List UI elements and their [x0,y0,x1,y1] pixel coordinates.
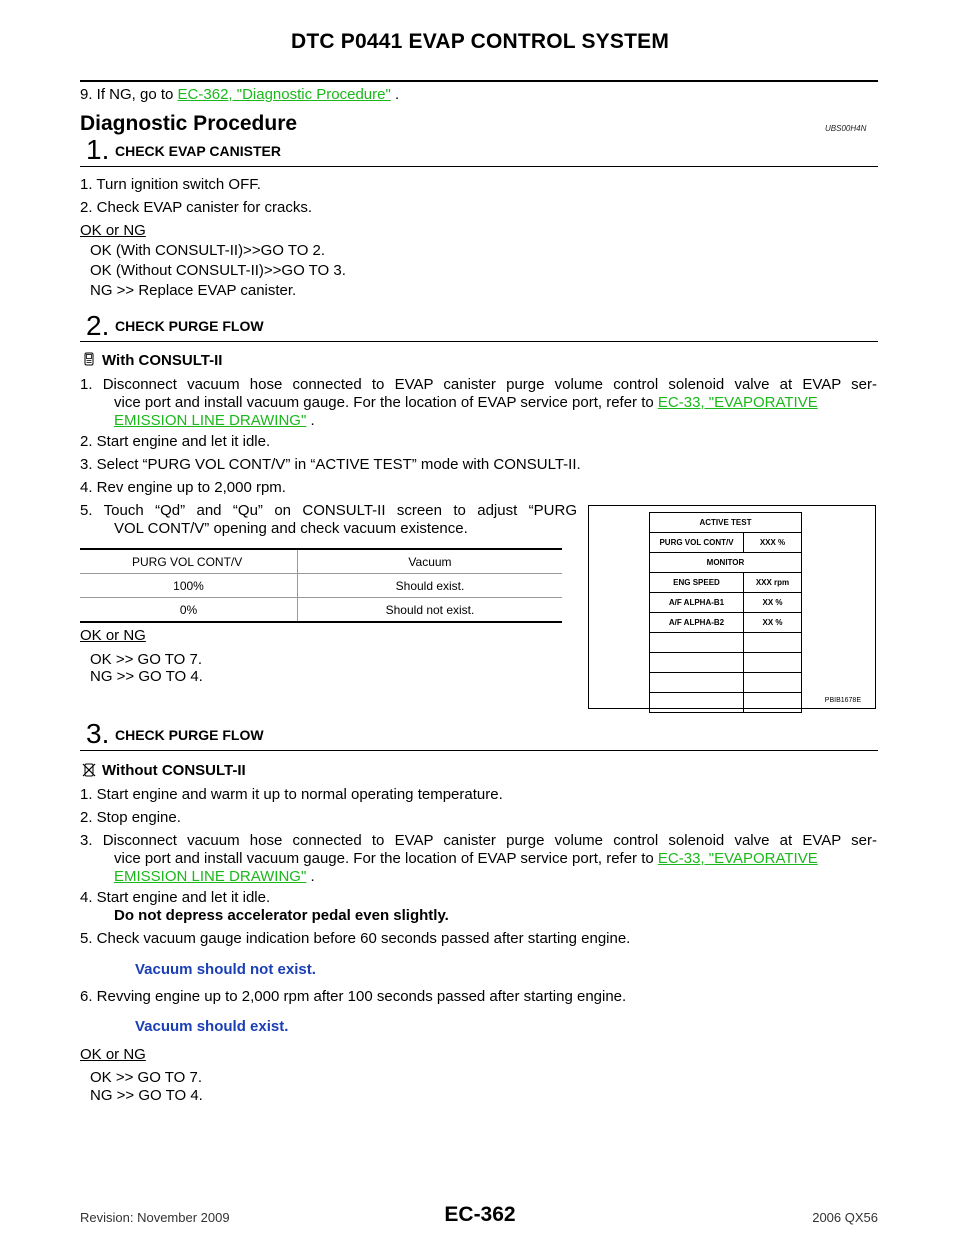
table-cell: 100% [80,574,298,598]
table-row [650,573,802,593]
step3-result-1: OK >> GO TO 7. [90,1069,202,1086]
step3-item3-line3: EMISSION LINE DRAWING" . [114,868,315,885]
table-row [650,673,802,693]
step2-ok-ng: OK or NG [80,627,146,644]
step3-spec-5: Vacuum should not exist. [135,961,316,978]
emission-line-drawing-link[interactable]: EMISSION LINE DRAWING" [114,868,307,885]
step1-item-1: 1. Turn ignition switch OFF. [80,176,261,193]
table-header-cell: Vacuum [298,549,563,574]
table-row [80,549,562,574]
title-rule [80,80,878,82]
step3-item-1: 1. Start engine and warm it up to normal operating temperature. [80,786,503,803]
table-cell [744,653,802,673]
table-row [650,633,802,653]
table-cell [650,653,744,673]
vacuum-spec-table [80,548,562,623]
footer-model: 2006 QX56 [812,1210,878,1225]
step2-rule [80,341,878,342]
table-cell: Should exist. [298,574,563,598]
table-cell: 0% [80,598,298,623]
step3-item4-note: Do not depress accelerator pedal even slightly. [114,907,449,924]
step2-item1-line3: EMISSION LINE DRAWING" . [114,412,315,429]
step3-ok-ng: OK or NG [80,1046,146,1063]
table-cell [650,693,744,713]
section-code: UBS00H4N [825,124,867,133]
table-cell: XX % [744,593,802,613]
evaporative-link[interactable]: EC-33, "EVAPORATIVE [657,394,818,411]
step3-item-2: 2. Stop engine. [80,809,181,826]
step2-item-2: 2. Start engine and let it idle. [80,433,271,450]
table-cell [744,673,802,693]
step2-item1-line1: 1. Disconnect vacuum hose connected to EVAP canister purge volume control solenoid valve at EVAP ser- [80,376,877,393]
step3-mode: Without CONSULT-II [102,762,246,779]
step3-item3-line2: vice port and install vacuum gauge. For the location of EVAP service port, refer to EC-33, "EVAPORATIVE [114,850,818,867]
table-row [650,593,802,613]
table-cell: ACTIVE TEST [650,513,802,533]
table-cell: Should not exist. [298,598,563,623]
step1-ok-ng: OK or NG [80,222,146,239]
consult-screen-table [649,512,802,713]
step3-item3-line1: 3. Disconnect vacuum hose connected to EVAP canister purge volume control solenoid valve at EVAP ser- [80,832,877,849]
step1-item-2: 2. Check EVAP canister for cracks. [80,199,313,216]
table-row [650,533,802,553]
table-cell: XXX rpm [744,573,802,593]
table-row [650,513,802,533]
step1-result-1: OK (With CONSULT-II)>>GO TO 2. [90,242,326,259]
step2-item5-line1: 5. Touch “Qd” and “Qu” on CONSULT-II screen to adjust “PURG [80,502,577,519]
table-row [650,613,802,633]
evaporative-link[interactable]: EC-33, "EVAPORATIVE [657,850,818,867]
footer-revision: Revision: November 2009 [80,1210,230,1225]
consult-ii-icon [82,352,96,366]
emission-line-drawing-link[interactable]: EMISSION LINE DRAWING" [114,412,307,429]
step2-title: CHECK PURGE FLOW [115,318,264,334]
table-cell: XXX % [744,533,802,553]
page-title: DTC P0441 EVAP CONTROL SYSTEM [290,30,670,53]
without-consult-ii-icon [82,763,96,777]
step1-result-3: NG >> Replace EVAP canister. [90,282,297,299]
table-cell [650,673,744,693]
step2-result-1: OK >> GO TO 7. [90,651,202,668]
table-cell: MONITOR [650,553,802,573]
step3-item-4: 4. Start engine and let it idle. [80,889,271,906]
step1-rule [80,166,878,167]
consult-screen-figure [588,505,876,709]
table-cell: A/F ALPHA-B2 [650,613,744,633]
step3-rule [80,750,878,751]
table-row [650,653,802,673]
intro-suffix: . [390,86,400,103]
table-cell: XX % [744,613,802,633]
step2-result-2: NG >> GO TO 4. [90,668,203,685]
table-row [650,553,802,573]
table-cell [744,633,802,653]
footer-page-number: EC-362 [444,1203,516,1226]
table-cell: PURG VOL CONT/V [650,533,744,553]
step2-number: 2. [86,310,110,341]
section-title: Diagnostic Procedure [80,112,298,135]
step3-item-6: 6. Revving engine up to 2,000 rpm after 100 seconds passed after starting engine. [80,988,627,1005]
intro-line [80,86,399,104]
table-row [80,598,562,623]
step2-item-4: 4. Rev engine up to 2,000 rpm. [80,479,286,496]
table-header-cell: PURG VOL CONT/V [80,549,298,574]
step3-result-2: NG >> GO TO 4. [90,1087,203,1104]
intro-text: 9. If NG, go to [80,86,178,103]
step3-item-5: 5. Check vacuum gauge indication before 60 seconds passed after starting engine. [80,930,631,947]
step3-spec-6: Vacuum should exist. [135,1018,289,1035]
step1-title: CHECK EVAP CANISTER [115,143,281,159]
step3-title: CHECK PURGE FLOW [115,727,264,743]
figure-code: PBIB1678E [824,697,861,704]
step2-item5-line2: VOL CONT/V” opening and check vacuum existence. [114,520,468,537]
step1-number: 1. [86,134,110,165]
diagnostic-procedure-link[interactable]: EC-362, "Diagnostic Procedure" [177,86,391,103]
step2-item1-line2: vice port and install vacuum gauge. For the location of EVAP service port, refer to EC-33, "EVAPORATIVE [114,394,818,411]
table-row [80,574,562,598]
table-row [650,693,802,713]
step2-mode: With CONSULT-II [102,352,223,369]
step3-number: 3. [86,718,110,749]
step2-item-3: 3. Select “PURG VOL CONT/V” in “ACTIVE TEST” mode with CONSULT-II. [80,456,581,473]
table-cell [650,633,744,653]
table-cell: ENG SPEED [650,573,744,593]
table-cell [744,693,802,713]
step1-result-2: OK (Without CONSULT-II)>>GO TO 3. [90,262,346,279]
table-cell: A/F ALPHA-B1 [650,593,744,613]
